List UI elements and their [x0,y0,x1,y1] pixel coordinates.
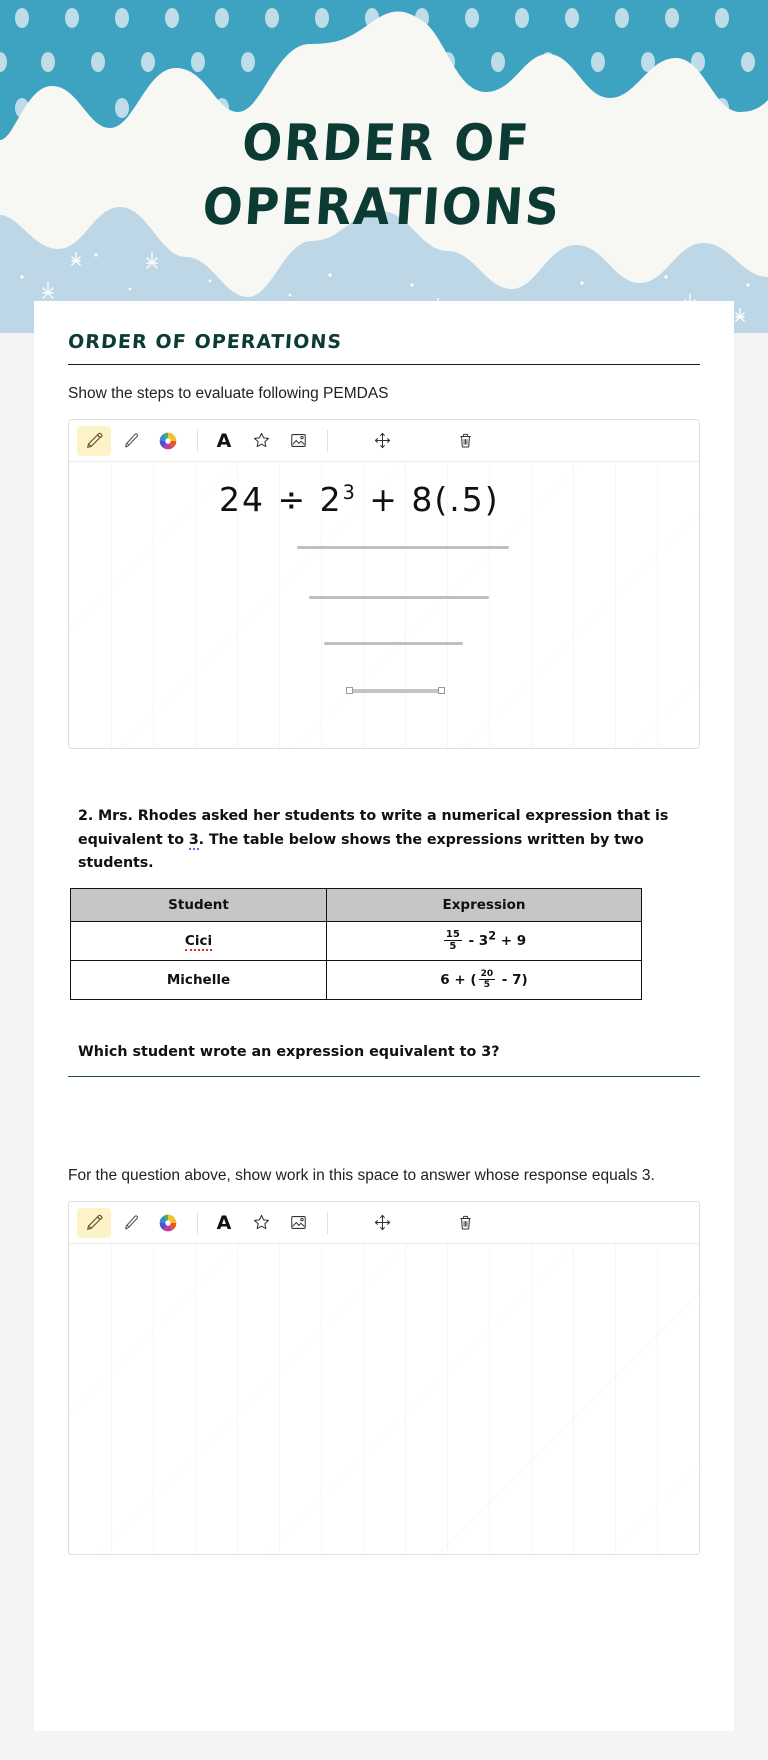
trash-icon [456,1213,475,1232]
text-tool-button[interactable] [207,426,241,456]
text-A-icon: A [216,429,232,452]
selection-handle-left[interactable] [346,687,353,694]
banner-title-line-1: ORDER OF [240,113,533,173]
sticker-tool-button[interactable] [244,426,278,456]
table-header-row [71,888,642,921]
question-2-line-2b: . The table below shows the expressions written by two students. [78,831,644,871]
expr-michelle-prefix: 6 + ( [440,971,477,988]
table-row [71,960,642,999]
expression-exponent: 3 [342,481,357,505]
question-2-line-1: 2. Mrs. Rhodes asked her students to write a numerical expression that is [78,808,669,825]
expression-tail: + 8(.5) [356,480,500,520]
fraction-numerator: 15 [445,928,460,940]
selection-handle-right[interactable] [438,687,445,694]
cell-expression-cici [327,921,642,960]
question-2-line-2a: equivalent to [78,831,189,848]
toolbar-divider-1 [197,430,198,452]
table-row [71,921,642,960]
star-icon [252,1213,271,1232]
title-divider [68,364,700,365]
question-2-sub-question: Which student wrote an expression equivalent to 3? [78,1043,500,1060]
image-icon [289,1213,308,1232]
banner-title-line-2: OPERATIONS [200,178,563,238]
question-1-prompt: Show the steps to evaluate following PEMDAS [68,385,389,402]
bottom-prompt: For the question above, show work in this space to answer whose response equals 3. [68,1166,655,1184]
ink-stroke-3[interactable] [324,642,463,645]
worksheet-title: ORDER OF OPERATIONS [67,331,343,353]
trash-icon [456,431,475,450]
expr-michelle-suffix: - 7) [497,971,528,988]
drawing-widget-2 [68,1201,700,1555]
color-picker-button[interactable] [151,426,185,456]
toolbar-divider-2 [327,430,328,452]
image-icon [289,431,308,450]
color-wheel-icon [158,1213,178,1233]
ink-stroke-2[interactable] [309,596,489,599]
handwritten-expression [219,480,500,519]
expression-lead: 24 ÷ 2 [219,480,343,520]
question-2-spell-flag: 3 [188,831,199,848]
expr-cici-exponent: 2 [488,929,497,943]
expr-cici-part-b: + 9 [496,932,527,949]
expressions-table [70,888,642,1000]
brush-icon [122,431,141,450]
worksheet-title-row [68,331,700,355]
expr-cici-part-a: - 3 [463,932,489,949]
sticker-tool-button[interactable] [244,1208,278,1238]
drawing-canvas-2[interactable] [69,1244,699,1554]
move-icon [373,431,392,450]
student-name-cici: Cici [184,932,213,949]
drawing-toolbar-1 [69,420,699,462]
delete-tool-button[interactable] [448,1208,482,1238]
image-tool-button[interactable] [281,1208,315,1238]
toolbar-divider-2 [327,1212,328,1234]
move-icon [373,1213,392,1232]
question-2-block [68,805,700,1076]
pencil-tool-button[interactable] [77,426,111,456]
fraction-denominator: 5 [483,980,490,991]
banner-title [0,112,768,241]
text-A-icon: A [216,1211,232,1234]
cell-student-michelle: Michelle [71,960,327,999]
image-tool-button[interactable] [281,426,315,456]
fraction-20-over-5 [479,969,496,991]
header-expression: Expression [327,888,642,921]
drawing-canvas-1[interactable] [69,462,699,748]
ink-stroke-1[interactable] [297,546,509,549]
worksheet-card [34,301,734,1731]
brush-icon [122,1213,141,1232]
move-tool-button[interactable] [365,426,399,456]
toolbar-divider-1 [197,1212,198,1234]
star-icon [252,431,271,450]
drawing-widget-1 [68,419,700,749]
color-wheel-icon [158,431,178,451]
cell-expression-michelle [327,960,642,999]
delete-tool-button[interactable] [448,426,482,456]
question-2-text [68,805,700,874]
text-tool-button[interactable] [207,1208,241,1238]
brush-tool-button[interactable] [114,426,148,456]
ink-stroke-4-selected[interactable] [350,689,441,693]
fraction-numerator: 20 [480,969,494,980]
answer-line[interactable] [68,1076,700,1077]
color-picker-button[interactable] [151,1208,185,1238]
cell-student-cici [71,921,327,960]
pencil-icon [85,1213,104,1232]
drawing-toolbar-2 [69,1202,699,1244]
fraction-15-over-5 [444,929,462,953]
fraction-denominator: 5 [449,941,457,953]
brush-tool-button[interactable] [114,1208,148,1238]
header-student: Student [71,888,327,921]
page-banner [0,0,768,333]
pencil-tool-button[interactable] [77,1208,111,1238]
pencil-icon [85,431,104,450]
move-tool-button[interactable] [365,1208,399,1238]
